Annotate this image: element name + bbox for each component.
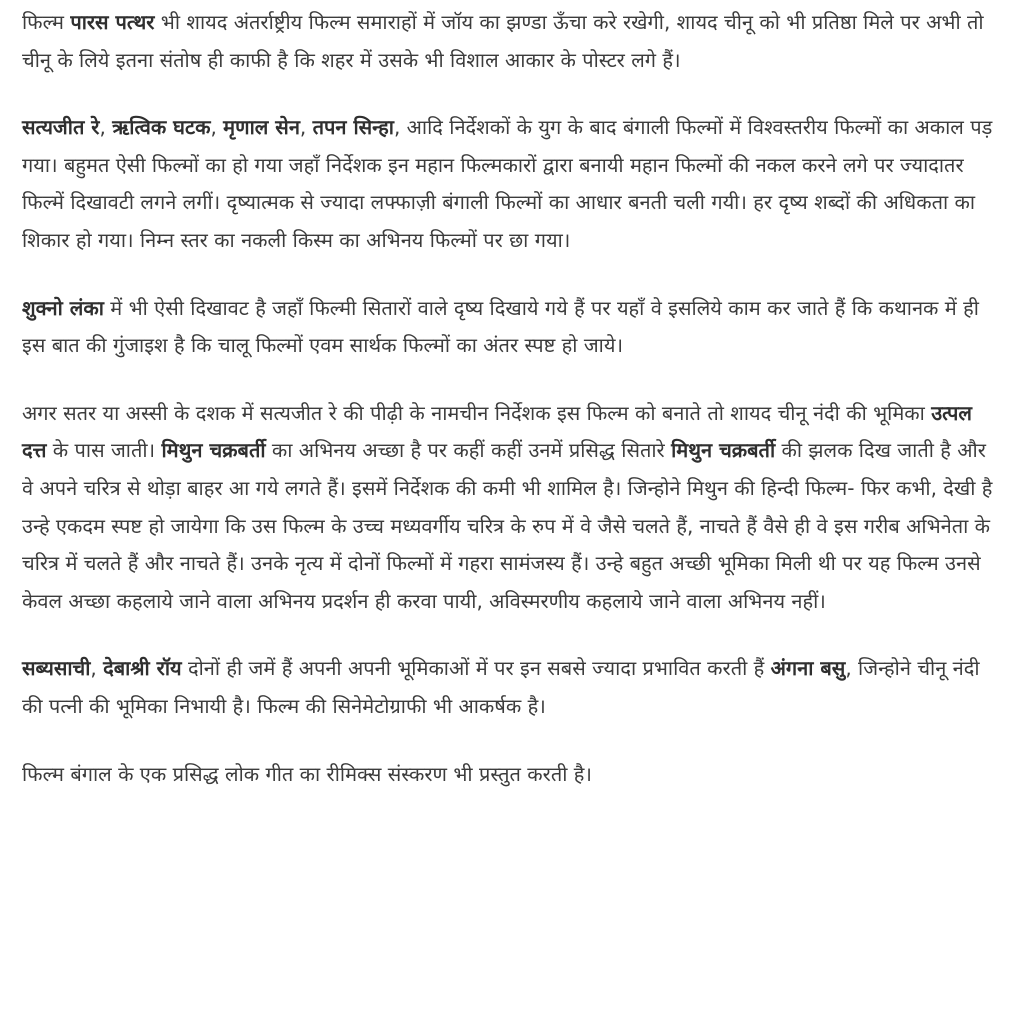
paragraph: [22, 4, 997, 79]
bold-term: मिथुन चक्रबर्ती: [161, 438, 266, 463]
paragraph: [22, 756, 997, 794]
text-run: , जिन्होने चीनू नंदी की पत्नी की भूमिका निभायी है। फिल्म की सिनेमेटोग्राफी भी आकर्षक है।: [22, 656, 980, 718]
text-run: दोनों ही जमें हैं अपनी अपनी भूमिकाओं में पर इन सबसे ज्यादा प्रभावित करती हैं: [181, 656, 771, 681]
bold-term: देबाश्री रॉय: [103, 656, 182, 681]
text-run: अगर सतर या अस्सी के दशक में सत्यजीत रे की पीढ़ी के नामचीन निर्देशक इस फिल्म को बनाते तो शायद चीनू नंदी की भूमिका: [22, 400, 932, 425]
text-run: ,: [90, 656, 104, 681]
text-run: ,: [299, 115, 313, 140]
paragraph: [22, 109, 997, 259]
text-run: भी शायद अंतर्राष्ट्रीय फिल्म समाराहों में जॉय का झण्डा ऊँचा करे रखेगी, शायद चीनू को भी प्रतिष्ठा मिले पर अभी तो चीनू के लिये इतना संतोष ही काफी है कि शहर में उसके भी विशाल आकार के पोस्टर लगे हैं।: [22, 10, 984, 72]
text-run: फिल्म बंगाल के एक प्रसिद्ध लोक गीत का रीमिक्स संस्करण भी प्रस्तुत करती है।: [22, 761, 592, 786]
bold-term: ऋत्विक घटक: [112, 115, 211, 140]
text-run: में भी ऐसी दिखावट है जहाँ फिल्मी सितारों वाले दृष्य दिखाये गये हैं पर यहाँ वे इसलिये काम कर जाते हैं कि कथानक में ही इस बात की गुंजाइश है कि चालू फिल्मों एवम सार्थक फिल्मों का अंतर स्पष्ट हो जाये।: [22, 295, 979, 358]
text-run: ,: [99, 115, 113, 140]
bold-term: तपन सिन्हा: [312, 115, 394, 140]
bold-term: पारस पत्थर: [70, 10, 155, 34]
bold-term: सत्यजीत रे: [22, 115, 100, 140]
paragraph: [22, 650, 997, 725]
text-run: के पास जाती।: [46, 438, 162, 463]
bold-term: मिथुन चक्रबर्ती: [671, 438, 776, 463]
text-run: का अभिनय अच्छा है पर कहीं कहीं उनमें प्रसिद्ध सितारे: [265, 438, 672, 463]
text-run: , आदि निर्देशकों के युग के बाद बंगाली फिल्मों में विश्वस्तरीय फिल्मों का अकाल पड़ गया। बहुमत ऐसी फिल्मों का हो गया जहाँ निर्देशक इन महान फिल्मकारों द्वारा बनायी महान फिल्मों की नकल करने लगे पर ज्यादातर फिल्में दिखावटी लगने लगीं। दृष्यात्मक से ज्यादा लफ्फाज़ी बंगाली फिल्मों का आधार बनती चली गयी। हर दृष्य शब्दों की अधिकता का शिकार हो गया। निम्न स्तर का नकली किस्म का अभिनय फिल्मों पर छा गया।: [22, 115, 993, 252]
bold-term: मृणाल सेन: [223, 115, 300, 140]
bold-term: शुक्नो लंका: [22, 295, 104, 320]
bold-term: सब्यसाची: [22, 656, 91, 681]
text-run: ,: [210, 115, 224, 140]
paragraph: [22, 290, 997, 365]
paragraph: [22, 395, 997, 621]
article-body: [22, 0, 997, 823]
bold-term: उत्पल दत्त: [22, 400, 972, 463]
text-run: फिल्म: [22, 10, 71, 34]
text-run: की झलक दिख जाती है और वे अपने चरित्र से थोड़ा बाहर आ गये लगते हैं। इसमें निर्देशक की कमी भी शामिल है। जिन्होने मिथुन की हिन्दी फिल्म- फिर कभी, देखी है उन्हे एकदम स्पष्ट हो जायेगा कि उस फिल्म के उच्च मध्यवर्गीय चरित्र के रुप में वे जैसे चलते हैं, नाचते हैं वैसे ही वे इस गरीब अभिनेता के चरित्र में चलते हैं और नाचते हैं। उनके नृत्य में दोनों फिल्मों में गहरा सामंजस्य हैं। उन्हे बहुत अच्छी भूमिका मिली थी पर यह फिल्म उनसे केवल अच्छा कहलाये जाने वाला अभिनय प्रदर्शन ही करवा पायी, अविस्मरणीय कहलाये जाने वाला अभिनय नहीं।: [22, 438, 993, 613]
bold-term: अंगना बसु: [770, 656, 846, 681]
